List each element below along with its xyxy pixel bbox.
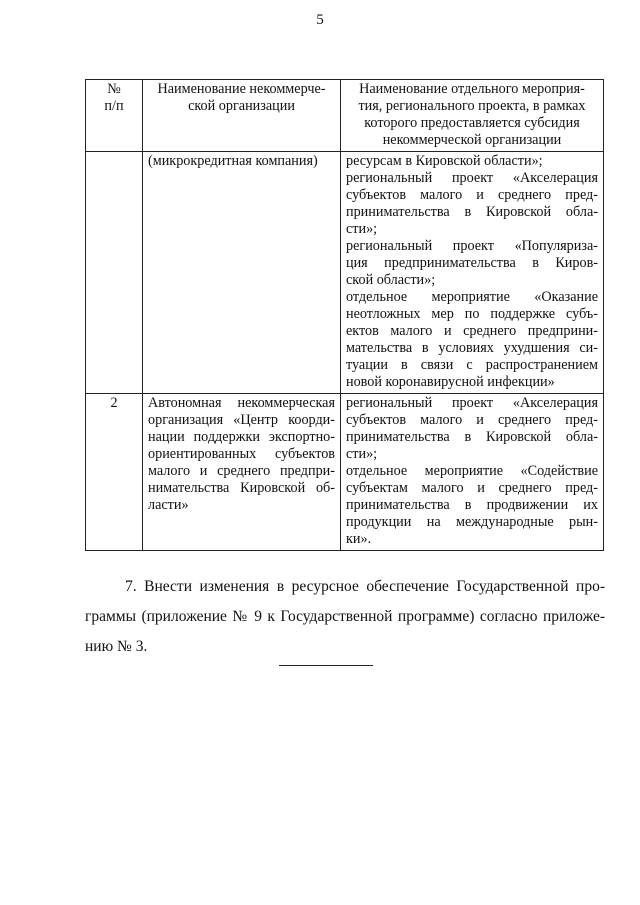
row-number: 2 <box>86 394 143 551</box>
cell-line: ской области»; <box>346 272 436 288</box>
header-line: тия, регионального проекта, в рамках <box>358 98 586 114</box>
cell-line: нации поддержки экспортно- <box>148 429 335 445</box>
cell-line: отдельное мероприятие «Оказание <box>346 289 598 305</box>
header-number <box>86 80 143 152</box>
cell-line: сти»; <box>346 221 378 237</box>
cell-line: отдельное мероприятие «Содействие <box>346 463 598 479</box>
cell-line: субъектов малого и среднего пред- <box>346 187 598 203</box>
cell-line: принимательства в Кировской обла- <box>346 429 598 445</box>
cell-line: принимательства в Кировской обла- <box>346 204 598 220</box>
table-row <box>86 152 604 394</box>
cell-line: региональный проект «Популяриза- <box>346 238 598 254</box>
cell-line: субъектам малого и среднего пред- <box>346 480 598 496</box>
header-organization <box>143 80 341 152</box>
subsidy-table <box>85 79 604 551</box>
organization-cell <box>143 152 341 394</box>
cell-line: ция предпринимательства в Киров- <box>346 255 598 271</box>
header-line: ской организации <box>188 98 295 114</box>
cell-line: ресурсам в Кировской области»; <box>346 153 543 169</box>
page-number: 5 <box>316 12 324 28</box>
event-cell <box>341 394 604 551</box>
cell-line: туации в связи с распространением <box>346 357 598 373</box>
cell-line: продукции на международные рын- <box>346 514 598 530</box>
cell-line: ласти» <box>148 497 189 513</box>
header-line: Наименование некоммерче- <box>157 81 326 97</box>
cell-line: субъектов малого и среднего пред- <box>346 412 598 428</box>
cell-line: ектов малого и среднего предприни- <box>346 323 598 339</box>
cell-line: нимательства Кировской об- <box>148 480 335 496</box>
cell-line: региональный проект «Акселерация <box>346 170 598 186</box>
header-line: которого предоставляется субсидия <box>364 115 580 131</box>
cell-line: сти»; <box>346 446 378 462</box>
cell-line: новой коронавирусной инфекции» <box>346 374 555 390</box>
cell-line: принимательства в продвижении их <box>346 497 598 513</box>
header-line: № <box>107 81 121 97</box>
organization-cell <box>143 394 341 551</box>
header-line: Наименование отдельного мероприя- <box>359 81 585 97</box>
paragraph-line: нию № 3. <box>85 638 148 655</box>
cell-line: Автономная некоммерческая <box>148 395 335 411</box>
header-event <box>341 80 604 152</box>
paragraph-7 <box>85 572 605 662</box>
paragraph-line: 7. Внести изменения в ресурсное обеспечение Государственной про- <box>125 578 605 595</box>
paragraph-line: граммы (приложение № 9 к Государственной программе) согласно приложе- <box>85 608 605 625</box>
cell-line: малого и среднего предпри- <box>148 463 335 479</box>
event-cell <box>341 152 604 394</box>
cell-line: региональный проект «Акселерация <box>346 395 598 411</box>
end-separator-line <box>279 665 373 666</box>
table-row <box>86 394 604 551</box>
cell-line: ориентированных субъектов <box>148 446 335 462</box>
header-line: некоммерческой организации <box>382 132 562 148</box>
cell-line: (микрокредитная компания) <box>148 153 318 169</box>
cell-line: мательства в условиях ухудшения си- <box>346 340 598 356</box>
cell-line: ки». <box>346 531 372 547</box>
table-header-row <box>86 80 604 152</box>
header-line: п/п <box>104 98 124 114</box>
cell-line: организация «Центр коорди- <box>148 412 335 428</box>
row-number <box>86 152 143 394</box>
cell-line: неотложных мер по поддержке субъ- <box>346 306 598 322</box>
